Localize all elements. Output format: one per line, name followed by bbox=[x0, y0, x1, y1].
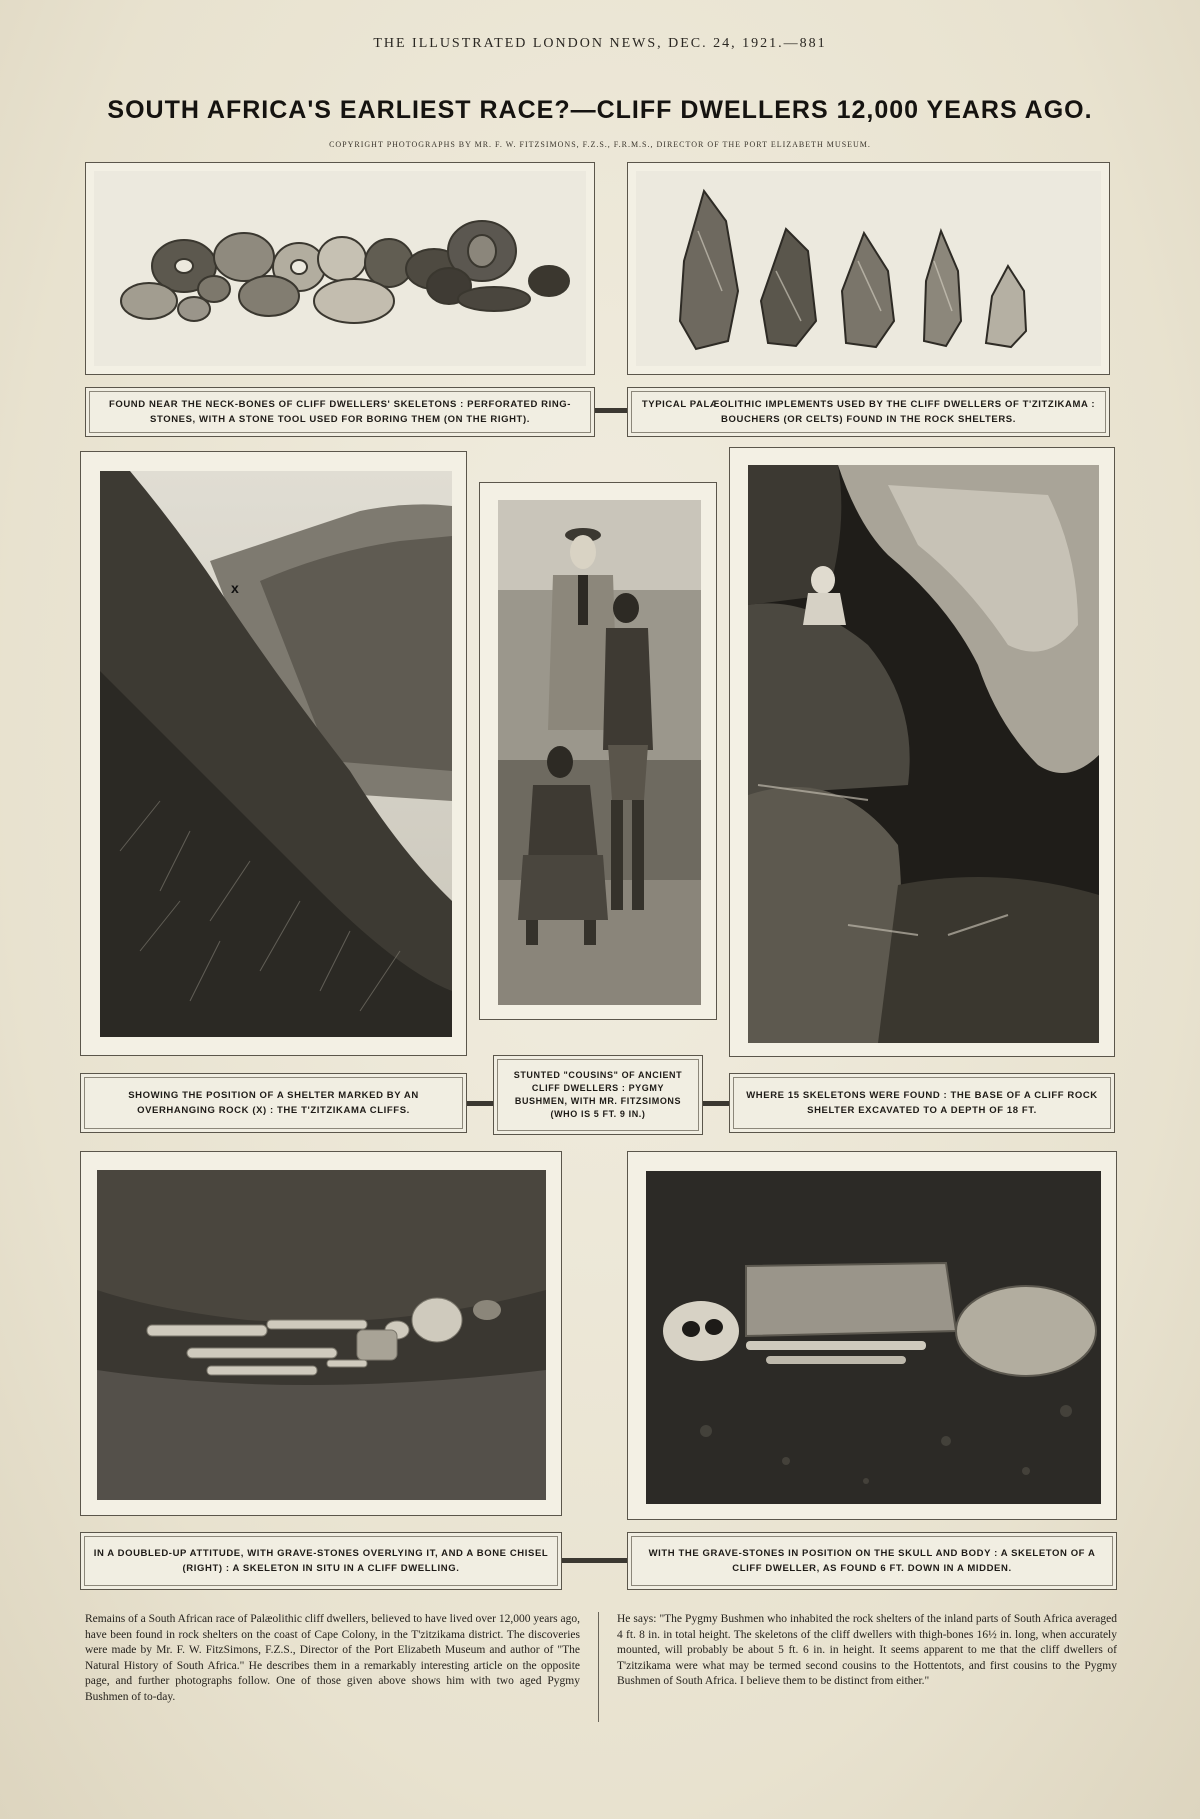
copyright-line: COPYRIGHT PHOTOGRAPHS BY MR. F. W. FITZSIMONS, F.Z.S., F.R.M.S., DIRECTOR OF THE PORT ELIZABETH MUSEUM. bbox=[329, 140, 871, 149]
bushmen-caption: STUNTED "COUSINS" OF ANCIENT CLIFF DWELLERS : PYGMY BUSHMEN, WITH MR. FITZSIMONS (WHO IS 5 FT. 9 IN.) bbox=[493, 1055, 703, 1135]
skeleton-situ-frame bbox=[80, 1151, 562, 1516]
ring-stones-photo bbox=[94, 171, 586, 366]
skeleton-situ-caption-text: IN A DOUBLED-UP ATTITUDE, WITH GRAVE-STONES OVERLYING IT, AND A BONE CHISEL (RIGHT) : A SKELETON IN SITU IN A CLIFF DWELLING. bbox=[93, 1548, 549, 1574]
shelter-frame bbox=[729, 447, 1115, 1057]
column-divider bbox=[598, 1612, 599, 1722]
ring-stones-frame bbox=[85, 162, 595, 375]
cliffs-frame bbox=[80, 451, 467, 1056]
body-text-right: He says: "The Pygmy Bushmen who inhabited the rock shelters of the inland parts of South Africa averaged 4 ft. 8 in. in total height. The skeletons of the cliff dwellers with thigh-bones 16½ in. long, when accurately mounted, will probably be about 5 ft. 6 in. in height. It seems apparent to me that the cliff dwellers of T'zitzikama were what may be termed second cousins to the Hottentots, and first cousins to the Pygmy Bushmen of South Africa. I believe them to be distinct from either." bbox=[617, 1613, 1117, 1687]
skeleton-situ-photo bbox=[97, 1170, 546, 1500]
running-head: THE ILLUSTRATED LONDON NEWS, DEC. 24, 1921.—881 bbox=[373, 36, 827, 51]
shelter-photo bbox=[748, 465, 1099, 1043]
skeleton-midden-photo bbox=[646, 1171, 1101, 1504]
cliffs-caption: SHOWING THE POSITION OF A SHELTER MARKED BY AN OVERHANGING ROCK (X) : THE T'ZITZIKAMA CLIFFS. bbox=[80, 1073, 467, 1133]
bushmen-frame bbox=[479, 482, 717, 1020]
cliffs-photo bbox=[100, 471, 452, 1037]
shelter-marker: x bbox=[231, 580, 239, 596]
caption-connector bbox=[703, 1101, 729, 1106]
shelter-caption: WHERE 15 SKELETONS WERE FOUND : THE BASE OF A CLIFF ROCK SHELTER EXCAVATED TO A DEPTH OF 18 FT. bbox=[729, 1073, 1115, 1133]
skeleton-midden-frame bbox=[627, 1151, 1117, 1520]
caption-connector bbox=[562, 1558, 627, 1563]
implements-caption: TYPICAL PALÆOLITHIC IMPLEMENTS USED BY THE CLIFF DWELLERS OF T'ZITZIKAMA : BOUCHERS (OR CELTS) FOUND IN THE ROCK SHELTERS. bbox=[627, 387, 1110, 437]
bushmen-photo bbox=[498, 500, 701, 1005]
caption-connector bbox=[467, 1101, 493, 1106]
skeleton-midden-caption: WITH THE GRAVE-STONES IN POSITION ON THE SKULL AND BODY : A SKELETON OF A CLIFF DWELLER, AS FOUND 6 FT. DOWN IN A MIDDEN. bbox=[627, 1532, 1117, 1590]
skeleton-situ-caption bbox=[80, 1532, 562, 1590]
page-title: SOUTH AFRICA'S EARLIEST RACE?—CLIFF DWELLERS 12,000 YEARS AGO. bbox=[107, 96, 1093, 124]
implements-photo bbox=[636, 171, 1101, 366]
ring-stones-caption: FOUND NEAR THE NECK-BONES OF CLIFF DWELLERS' SKELETONS : PERFORATED RING-STONES, WITH A STONE TOOL USED FOR BORING THEM (ON THE RIGHT). bbox=[85, 387, 595, 437]
caption-connector bbox=[595, 408, 627, 413]
body-text-left: Remains of a South African race of Palæolithic cliff dwellers, believed to have lived over 12,000 years ago, have been found in rock shelters on the coast of Cape Colony, in the T'zitzikama district. The discoveries were made by Mr. F. W. FitzSimons, F.Z.S., Director of the Port Elizabeth Museum and author of "The Natural History of South Africa." He describes them in a remarkably interesting article on the opposite page, and further photographs follow. One of those given above shows him with two aged Pygmy Bushmen of to-day. bbox=[85, 1613, 580, 1703]
implements-frame bbox=[627, 162, 1110, 375]
